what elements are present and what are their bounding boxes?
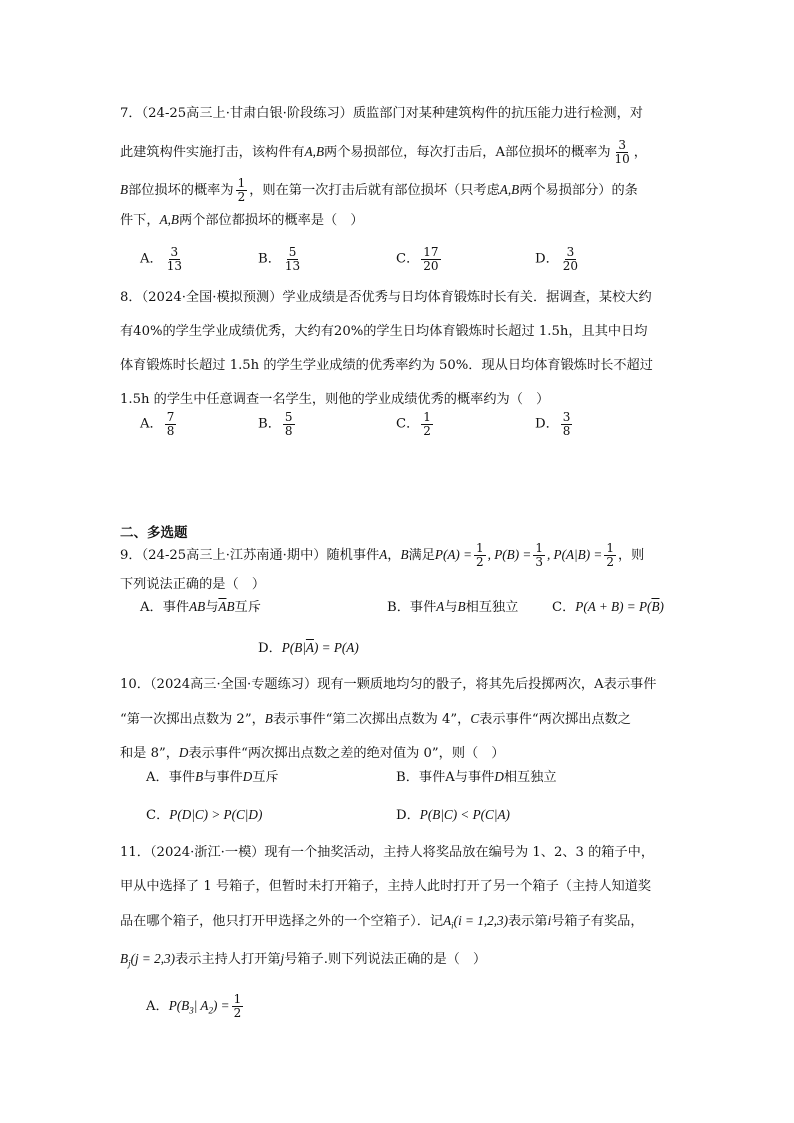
fraction-den: 10 xyxy=(614,152,630,166)
q7-option-c[interactable] xyxy=(396,246,443,272)
q10-line-1: 10．（2024高三·全国·专题练习）现有一颗质地均匀的骰子，将其先后投掷两次，A表示事件 xyxy=(120,677,657,692)
option-label: D． xyxy=(535,416,559,432)
q7-option-b[interactable] xyxy=(258,246,304,272)
fraction-num: 1 xyxy=(475,541,484,556)
q11-option-a[interactable] xyxy=(146,986,245,1031)
q7-option-d[interactable] xyxy=(535,246,582,272)
q11-math: (i = 1,2,3) xyxy=(453,913,508,928)
q9-text: ， xyxy=(387,548,401,563)
fraction-num: 3 xyxy=(618,138,626,153)
fraction xyxy=(421,411,433,437)
option-label: D． xyxy=(396,808,420,823)
option-label: A． xyxy=(140,251,163,267)
q10-options-row-2 xyxy=(146,798,666,832)
option-label: B．事件 xyxy=(387,600,437,615)
fraction xyxy=(613,139,632,165)
q10-text: 表示事件“两次掷出点数之 xyxy=(479,712,631,727)
q7-line-2 xyxy=(120,135,685,169)
q7-var: A,B xyxy=(304,144,325,159)
fraction-num: 17 xyxy=(423,245,439,259)
q7-line-3 xyxy=(120,173,685,207)
fraction-den: 20 xyxy=(423,258,439,273)
math: | A xyxy=(193,998,209,1013)
q8-line-2: 有40%的学生学业成绩优秀，大约有20%的学生日均体育锻炼时长超过 1.5h，且其中日均 xyxy=(120,324,648,339)
q7-text: 两个易损部分）的条 xyxy=(519,183,638,198)
q11-line-3 xyxy=(120,904,685,938)
q7-var: A,B xyxy=(159,212,179,227)
option-text: 与事件 xyxy=(203,770,243,785)
q10-var: B xyxy=(264,711,273,726)
fraction xyxy=(283,411,295,437)
q7-text: 此建筑构件实施打击，该构件有 xyxy=(120,145,305,160)
option-label: C． xyxy=(396,251,420,267)
option-label: C． xyxy=(396,416,420,432)
q7-line-4 xyxy=(120,203,685,237)
q8-options xyxy=(140,411,660,447)
fraction-num: 1 xyxy=(535,541,543,556)
fraction-num: 3 xyxy=(566,245,575,259)
q9-math: P(A) = xyxy=(434,547,472,562)
q8-option-b[interactable] xyxy=(258,411,297,437)
q7-var: B xyxy=(120,182,129,197)
option-label: B． xyxy=(258,251,281,267)
q7-text: 部位损坏的概率为 xyxy=(128,183,234,198)
math: D xyxy=(494,769,504,784)
q10-text: “第一次掷出点数为 2”， xyxy=(120,712,265,727)
fraction xyxy=(165,411,177,437)
q7-var: A,B xyxy=(499,182,520,197)
subscript: 2 xyxy=(208,1005,213,1016)
math: B xyxy=(195,769,204,784)
math: B xyxy=(457,599,466,614)
q9-math: , P(B) = xyxy=(487,547,532,562)
q11-text: 品在哪个箱子，他只打开甲选择之外的一个空箱子）．记 xyxy=(120,914,444,929)
fraction-num: 3 xyxy=(562,410,571,424)
question-7 xyxy=(120,97,685,237)
option-text: 相互独立 xyxy=(503,770,557,785)
q8-option-a[interactable] xyxy=(140,411,178,437)
q9-option-b[interactable] xyxy=(387,590,518,625)
q9-line-2: 下列说法正确的是（ ） xyxy=(120,577,266,592)
fraction-num: 1 xyxy=(606,541,614,556)
q8-option-d[interactable] xyxy=(535,411,574,437)
q9-option-d[interactable] xyxy=(258,631,359,666)
fraction xyxy=(236,177,248,203)
q7-text: 件下， xyxy=(120,213,160,228)
q7-option-a[interactable] xyxy=(140,246,186,272)
option-label: A．事件 xyxy=(146,770,196,785)
q9-text: 9．（24-25高三上·江苏南通·期中）随机事件 xyxy=(120,548,380,563)
option-label: D． xyxy=(535,251,559,267)
option-text: 与 xyxy=(444,600,458,615)
math: D xyxy=(242,769,253,784)
q10-option-b[interactable] xyxy=(396,760,557,795)
option-label: B．事件A与事件 xyxy=(396,770,495,785)
fraction-den: 2 xyxy=(606,555,614,569)
q9-var: B xyxy=(400,547,409,562)
q10-var: C xyxy=(470,711,480,726)
q11-text: 表示主持人打开第 xyxy=(175,952,281,967)
fraction-den: 2 xyxy=(475,555,484,569)
fraction-num: 5 xyxy=(288,245,297,259)
q9-option-c[interactable] xyxy=(552,590,664,625)
q11-line-1: 11．（2024·浙江·一模）现有一个抽奖活动，主持人将奖品放在编号为 1、2、3 的箱子中， xyxy=(120,845,655,860)
q10-line-2 xyxy=(120,702,685,736)
fraction-den: 13 xyxy=(166,258,182,273)
math: P(A + B) = P( xyxy=(575,599,652,614)
fraction-num: 3 xyxy=(170,245,179,259)
fraction-num: 5 xyxy=(284,410,293,424)
q9-line-1 xyxy=(120,538,685,572)
option-text: 互斥 xyxy=(252,770,279,785)
fraction-den: 2 xyxy=(237,190,246,204)
fraction-den: 8 xyxy=(284,423,293,438)
q7-text: 两个部位都损坏的概率是（ ） xyxy=(178,213,364,228)
option-text: 与 xyxy=(205,600,219,615)
fraction xyxy=(421,246,440,272)
q7-line-1: 7．（24-25高三上·甘肃白银·阶段练习）质监部门对某种建筑构件的抗压能力进行检测，对 xyxy=(120,106,643,121)
q9-var: A xyxy=(379,547,388,562)
question-10 xyxy=(120,668,685,770)
fraction-num: 7 xyxy=(166,410,175,424)
q11-var: j xyxy=(280,951,285,966)
q11-var: B xyxy=(120,951,129,966)
q8-line-4: 1.5h 的学生中任意调查一名学生，则他的学业成绩优秀的概率约为（ ） xyxy=(120,392,550,407)
fraction-den: 8 xyxy=(166,423,175,438)
fraction-den: 13 xyxy=(284,258,301,273)
question-11 xyxy=(120,836,685,976)
q10-option-c[interactable] xyxy=(146,798,262,833)
section-heading-multi-choice: 二、多选题 xyxy=(120,525,188,541)
fraction xyxy=(165,246,184,272)
option-label: C． xyxy=(552,600,576,615)
math: P(D|C) > P(C|D) xyxy=(169,807,263,822)
q10-option-a[interactable] xyxy=(146,760,279,795)
q10-options-row-1 xyxy=(146,760,666,794)
math: AB xyxy=(189,599,206,614)
fraction-den: 8 xyxy=(562,423,571,438)
fraction xyxy=(533,542,545,568)
option-text: 互斥 xyxy=(234,600,261,615)
q7-options xyxy=(140,246,660,282)
q8-line-3: 体育锻炼时长超过 1.5h 的学生学业成绩的优秀率约为 50%．现从日均体育锻炼时长不超过 xyxy=(120,358,653,373)
q7-text: ，则在第一次打击后就有部位损坏（只考虑 xyxy=(249,183,500,198)
math: ) xyxy=(659,599,664,614)
fraction-den: 2 xyxy=(233,1006,242,1020)
option-text: 相互独立 xyxy=(465,600,519,615)
subscript: 3 xyxy=(189,1005,194,1016)
option-label: D． xyxy=(258,641,282,656)
q11-text: 表示第 xyxy=(508,914,548,929)
math: P(B| xyxy=(281,640,306,655)
fraction-den: 20 xyxy=(562,258,579,273)
q7-text: ， xyxy=(633,145,647,160)
q10-var: D xyxy=(178,745,189,760)
question-8 xyxy=(120,281,685,417)
q11-line-2: 甲从中选择了 1 号箱子，但暂时未打开箱子，主持人此时打开了另一个箱子（主持人知道奖 xyxy=(120,879,652,894)
fraction-num: 1 xyxy=(423,410,431,424)
fraction-den: 2 xyxy=(423,423,431,438)
math: A xyxy=(436,599,445,614)
fraction xyxy=(561,246,580,272)
option-label: A． xyxy=(146,999,169,1014)
q8-option-c[interactable] xyxy=(396,411,435,437)
q11-subscript: i xyxy=(451,920,454,931)
q11-math: (j = 2,3) xyxy=(130,951,176,966)
math-overline: $\overline{A}$ xyxy=(305,640,314,655)
math-overline: $\overline{A}B$ xyxy=(218,599,235,614)
fraction xyxy=(232,993,244,1019)
q9-text: ，则 xyxy=(617,548,645,563)
q9-text: 满足 xyxy=(408,548,435,563)
fraction-num: 1 xyxy=(237,176,246,191)
option-label: A． xyxy=(140,416,163,432)
math: ) = P(A) xyxy=(313,640,359,655)
fraction-num: 1 xyxy=(233,992,242,1007)
q10-text: 和是 8”， xyxy=(120,746,179,761)
q7-text: 两个易损部位，每次打击后，A部位损坏的概率为 xyxy=(324,145,611,160)
q11-var: i xyxy=(547,913,552,928)
fraction-den: 3 xyxy=(535,555,543,569)
option-label: C． xyxy=(146,808,170,823)
q11-text: 号箱子有奖品， xyxy=(551,914,644,929)
fraction xyxy=(561,411,573,437)
q10-text: 表示事件“第二次掷出点数为 4”， xyxy=(272,712,471,727)
math: P(B|C) < P(C|A) xyxy=(419,807,510,822)
q10-option-d[interactable] xyxy=(396,798,510,833)
math-overline: $\overline{B}$ xyxy=(651,599,660,614)
fraction xyxy=(283,246,302,272)
q11-line-4 xyxy=(120,942,685,976)
q10-text: 表示事件“两次掷出点数之差的绝对值为 0”，则（ ） xyxy=(188,746,505,761)
fraction xyxy=(604,542,616,568)
option-label: B． xyxy=(258,416,281,432)
q9-options-row-1 xyxy=(140,590,685,624)
q11-var: A xyxy=(443,913,452,928)
option-label: A．事件 xyxy=(140,600,190,615)
math: P(B xyxy=(168,998,190,1013)
q8-line-1: 8．（2024·全国·模拟预测）学业成绩是否优秀与日均体育锻炼时长有关．据调查，某校大约 xyxy=(120,290,652,305)
q11-subscript: j xyxy=(128,958,131,969)
q9-option-a[interactable] xyxy=(140,590,261,625)
q11-text: 号箱子.则下列说法正确的是（ ） xyxy=(284,952,487,967)
math: ) = xyxy=(212,998,230,1013)
fraction xyxy=(474,542,486,568)
q9-math: , P(A|B) = xyxy=(546,547,603,562)
